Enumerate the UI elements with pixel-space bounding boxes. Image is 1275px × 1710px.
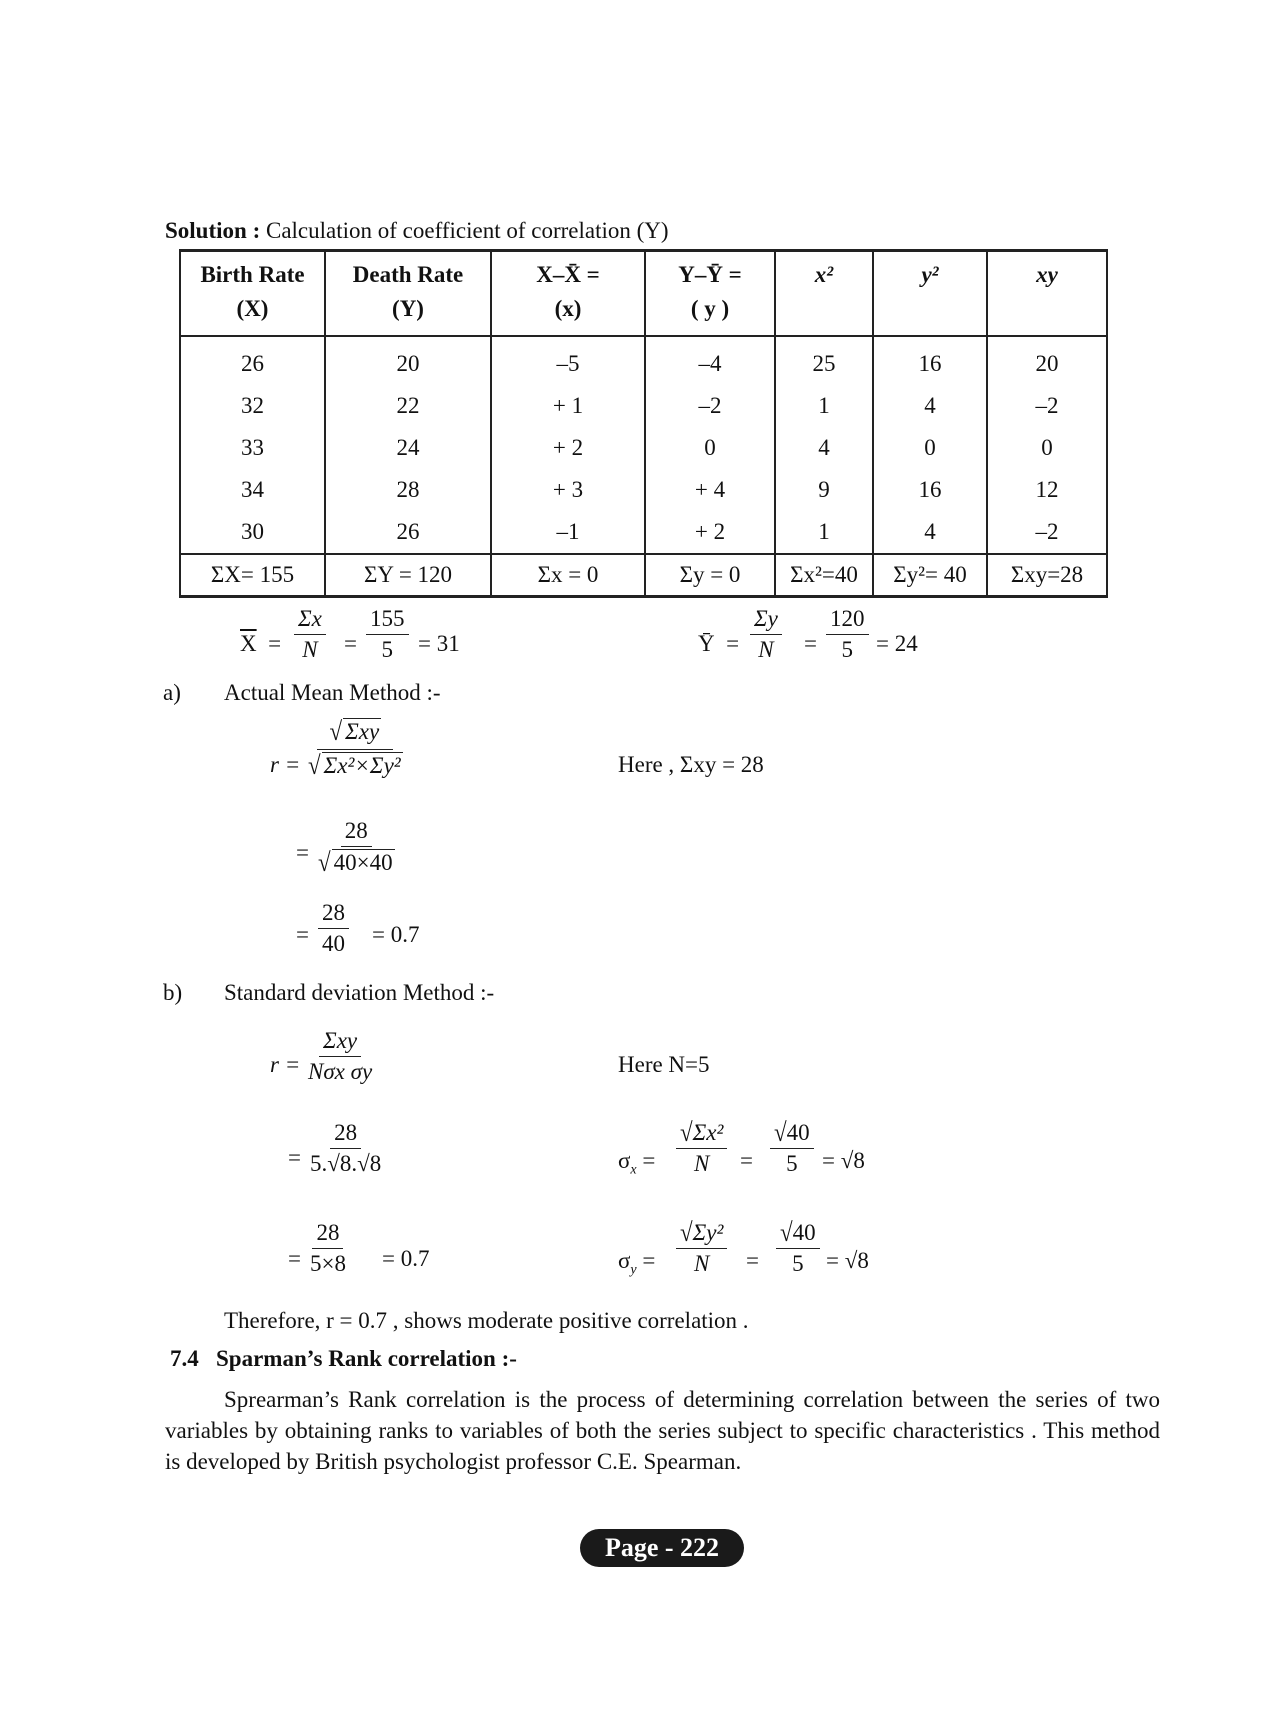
sigma-y-lhs: $\sigma_y$ = [618, 1248, 656, 1278]
table-row [180, 427, 1107, 469]
table-cell: 0 [873, 427, 987, 469]
solution-label: Solution : [165, 218, 261, 243]
section-b-marker: b) [163, 980, 183, 1005]
section-a-note: Here , Σxy = 28 [618, 752, 764, 777]
table-cell: 0 [987, 427, 1107, 469]
section-a-formula: √ Σxy √ Σx²×Σy² [308, 717, 401, 780]
page-number-badge: Page - 222 [580, 1529, 744, 1567]
table-totals-row [180, 554, 1107, 597]
section-a-r-label: r = [270, 752, 301, 777]
table-cell: –1 [491, 511, 645, 554]
table-cell: –2 [987, 385, 1107, 427]
table-cell: 16 [873, 469, 987, 511]
table-cell: 20 [325, 336, 491, 385]
col-header-y-squared: y² [873, 251, 987, 337]
table-cell: 20 [987, 336, 1107, 385]
table-cell: 4 [775, 427, 873, 469]
table-cell: + 1 [491, 385, 645, 427]
table-total-cell: Σx²=40 [775, 554, 873, 597]
table-cell: 26 [325, 511, 491, 554]
col-header-xy: xy [987, 251, 1107, 337]
col-header-death-rate: Death Rate (Y) [325, 251, 491, 337]
xbar-fraction: $\frac{\Sigma x}{N}$ [294, 606, 326, 663]
table-cell: + 4 [645, 469, 775, 511]
solution-heading [165, 218, 669, 244]
table-cell: 4 [873, 385, 987, 427]
section-a-step1: $\frac{28}{√ 40\times 40}$ [318, 818, 393, 877]
table-cell: + 3 [491, 469, 645, 511]
table-cell: 28 [325, 469, 491, 511]
equals-sign: = [804, 631, 817, 656]
table-cell: 34 [180, 469, 325, 511]
table-row [180, 511, 1107, 554]
table-cell: 33 [180, 427, 325, 469]
sigma-y-fraction-values: $\frac{√40}{5}$ [776, 1220, 820, 1277]
section-a-step2: $\frac{28}{40}$ [318, 900, 349, 957]
ybar-lhs: Ȳ = [698, 631, 740, 656]
sigma-y-fraction: $\frac{\text{√Σy²}}{N}$ [676, 1220, 727, 1277]
table-cell: –2 [987, 511, 1107, 554]
correlation-table [179, 249, 1108, 598]
table-cell: + 2 [645, 511, 775, 554]
section-number: 7.4 [170, 1346, 199, 1371]
table-cell: 9 [775, 469, 873, 511]
sigma-x-lhs: $\sigma_x$ = [618, 1148, 656, 1178]
table-cell: 32 [180, 385, 325, 427]
table-row [180, 469, 1107, 511]
ybar-fraction-values: $\frac{120}{5}$ [826, 606, 869, 663]
section-b-r-label: r = [270, 1052, 301, 1077]
table-cell: 30 [180, 511, 325, 554]
table-total-cell: Σy = 0 [645, 554, 775, 597]
xbar-result: = 31 [418, 631, 460, 656]
xbar-fraction-values: $\frac{155}{5}$ [366, 606, 409, 663]
table-cell: 22 [325, 385, 491, 427]
section-b-note: Here N=5 [618, 1052, 710, 1077]
spearman-paragraph: Sprearman’s Rank correlation is the process of determining correlation between the series of two variables by obtaining ranks to variables of both the series subject to specific characteristics . This method is developed by British psychologist professor C.E. Spearman. [165, 1387, 1160, 1474]
table-total-cell: Σxy=28 [987, 554, 1107, 597]
equals-sign: = [288, 1246, 301, 1271]
equals-sign: = [288, 1145, 301, 1170]
section-b-step1: $\frac{28}{5.√8.√8}$ [310, 1120, 382, 1176]
table-total-cell: ΣX= 155 [180, 554, 325, 597]
table-cell: 0 [645, 427, 775, 469]
col-header-x-squared: x² [775, 251, 873, 337]
table-body [180, 336, 1107, 554]
table-header-row [180, 251, 1107, 337]
table-total-cell: Σx = 0 [491, 554, 645, 597]
sigma-x-fraction-values: $\frac{√40}{5}$ [770, 1120, 814, 1177]
table-total-cell: Σy²= 40 [873, 554, 987, 597]
col-header-x-dev: X–X̄ = (x) [491, 251, 645, 337]
table-cell: 16 [873, 336, 987, 385]
table-cell: –2 [645, 385, 775, 427]
equals-sign: = [344, 631, 357, 656]
table-cell: 25 [775, 336, 873, 385]
equals-sign: = [740, 1148, 753, 1173]
table-cell: 4 [873, 511, 987, 554]
equals-sign: = [746, 1248, 759, 1273]
section-a-result: = 0.7 [372, 922, 420, 947]
table-row [180, 385, 1107, 427]
solution-title: Calculation of coefficient of correlation (Y) [265, 218, 669, 243]
section-title: Sparman’s Rank correlation :- [216, 1346, 517, 1371]
sigma-x-fraction: $\frac{\text{√Σx²}}{N}$ [676, 1120, 727, 1177]
sigma-y-result: = √8 [826, 1248, 869, 1273]
section-b-result: = 0.7 [382, 1246, 430, 1271]
sigma-x-result: = √8 [822, 1148, 865, 1173]
table-total-cell: ΣY = 120 [325, 554, 491, 597]
ybar-fraction: $\frac{\Sigma y}{N}$ [750, 606, 782, 663]
section-b-title: Standard deviation Method :- [224, 980, 495, 1005]
table-cell: 26 [180, 336, 325, 385]
table-row [180, 336, 1107, 385]
table-cell: –5 [491, 336, 645, 385]
equals-sign: = [296, 922, 309, 947]
xbar-lhs: $\overline{X}$ = [240, 631, 282, 656]
section-b-step2: $\frac{28}{5\times 8}$ [310, 1220, 346, 1276]
table-cell: –4 [645, 336, 775, 385]
table-cell: 12 [987, 469, 1107, 511]
table-cell: + 2 [491, 427, 645, 469]
table-cell: 1 [775, 511, 873, 554]
section-a-title: Actual Mean Method :- [224, 680, 441, 705]
col-header-y-dev: Y–Ȳ = ( y ) [645, 251, 775, 337]
conclusion: Therefore, r = 0.7 , shows moderate positive correlation . [224, 1308, 749, 1333]
section-7-4-heading [170, 1346, 517, 1372]
section-a-marker: a) [163, 680, 181, 705]
col-header-birth-rate: Birth Rate (X) [180, 251, 325, 337]
table-cell: 24 [325, 427, 491, 469]
section-b-formula: Σxy Nσx σy [308, 1028, 373, 1084]
equals-sign: = [296, 840, 309, 865]
table-cell: 1 [775, 385, 873, 427]
ybar-result: = 24 [876, 631, 918, 656]
